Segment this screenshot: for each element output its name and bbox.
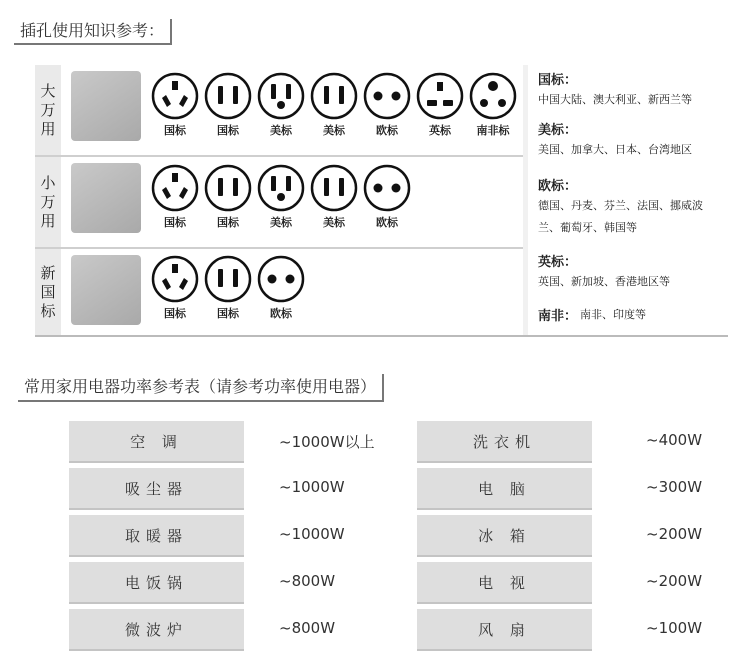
new-national-socket-photo (71, 255, 141, 325)
outlet-eu-icon (363, 164, 411, 230)
socket-row-large-universal (35, 65, 523, 155)
standards-info-box (528, 65, 732, 335)
appliance-name-cell: 电 脑 (417, 468, 592, 510)
outlet-standard-caption: 美标 (323, 216, 345, 229)
socket-row-small-universal (35, 157, 523, 247)
outlet-us2-icon (310, 72, 358, 138)
standard-heading-meibiao: 美标： (538, 123, 578, 138)
outlet-standard-caption: 英标 (429, 124, 451, 137)
outlet-standard-caption: 国标 (217, 307, 239, 320)
universal-socket-photo (71, 163, 141, 233)
appliance-power-value: ~800W (279, 619, 336, 637)
row-label: 大万用 (35, 65, 61, 155)
appliance-name-cell: 吸尘器 (69, 468, 244, 510)
socket-guide-panel (35, 65, 728, 337)
appliance-power-value: ~1000W以上 (279, 433, 375, 451)
outlet-standard-caption: 南非标 (476, 124, 510, 137)
standard-countries-guobiao: 中国大陆、澳大利亚、新西兰等 (538, 93, 692, 106)
appliance-power-value: ~300W (646, 478, 703, 496)
outlet-standard-caption: 美标 (270, 124, 292, 137)
outlet-sa-icon (469, 72, 517, 138)
appliance-power-value: ~100W (646, 619, 703, 637)
appliance-name-cell: 洗衣机 (417, 421, 592, 463)
outlet-standard-caption: 欧标 (376, 124, 398, 137)
standard-heading-guobiao: 国标： (538, 73, 578, 88)
standard-countries-nanfei: 南非、印度等 (580, 308, 646, 321)
outlet-cn2-icon (204, 164, 252, 230)
appliance-power-value: ~200W (646, 525, 703, 543)
appliance-power-value: ~1000W (279, 478, 345, 496)
standard-heading-oubiao: 欧标： (538, 179, 578, 194)
outlet-standard-caption: 美标 (323, 124, 345, 137)
outlet-uk-icon (416, 72, 464, 138)
standard-countries-oubiao: 德国、丹麦、芬兰、法国、挪威波兰、葡萄牙、韩国等 (538, 199, 703, 234)
outlet-standard-caption: 国标 (217, 124, 239, 137)
standard-countries-meibiao: 美国、加拿大、日本、台湾地区 (538, 143, 692, 156)
outlet-cn3-icon (151, 255, 199, 321)
outlet-standard-caption: 欧标 (270, 307, 292, 320)
power-table-title: 常用家用电器功率参考表（请参考功率使用电器） (18, 374, 384, 402)
outlet-standard-caption: 美标 (270, 216, 292, 229)
socket-guide-title: 插孔使用知识参考： (14, 19, 172, 45)
appliance-power-value: ~200W (646, 572, 703, 590)
outlet-cn2-icon (204, 255, 252, 321)
outlet-standard-caption: 国标 (164, 124, 186, 137)
row-label: 小万用 (35, 157, 61, 247)
appliance-name-cell: 冰 箱 (417, 515, 592, 557)
outlet-us3-icon (257, 72, 305, 138)
appliance-name-cell: 电 视 (417, 562, 592, 604)
outlet-us2-icon (310, 164, 358, 230)
appliance-power-value: ~800W (279, 572, 336, 590)
outlet-standard-caption: 欧标 (376, 216, 398, 229)
outlet-cn3-icon (151, 164, 199, 230)
outlet-eu-icon (363, 72, 411, 138)
outlet-standard-caption: 国标 (217, 216, 239, 229)
outlet-standard-caption: 国标 (164, 216, 186, 229)
standard-heading-nanfei: 南非： (538, 309, 578, 324)
outlet-cn3-icon (151, 72, 199, 138)
universal-socket-photo (71, 71, 141, 141)
outlet-us3-icon (257, 164, 305, 230)
appliance-name-cell: 微波炉 (69, 609, 244, 651)
appliance-power-value: ~400W (646, 431, 703, 449)
appliance-name-cell: 风 扇 (417, 609, 592, 651)
outlet-eu-icon (257, 255, 305, 321)
appliance-name-cell: 电饭锅 (69, 562, 244, 604)
socket-row-new-national (35, 249, 523, 335)
outlet-standard-caption: 国标 (164, 307, 186, 320)
appliance-name-cell: 取暖器 (69, 515, 244, 557)
standard-heading-yingbiao: 英标： (538, 255, 578, 270)
outlet-cn2-icon (204, 72, 252, 138)
appliance-power-value: ~1000W (279, 525, 345, 543)
appliance-name-cell: 空 调 (69, 421, 244, 463)
standard-countries-yingbiao: 英国、新加坡、香港地区等 (538, 275, 670, 288)
row-label: 新国标 (35, 249, 61, 335)
